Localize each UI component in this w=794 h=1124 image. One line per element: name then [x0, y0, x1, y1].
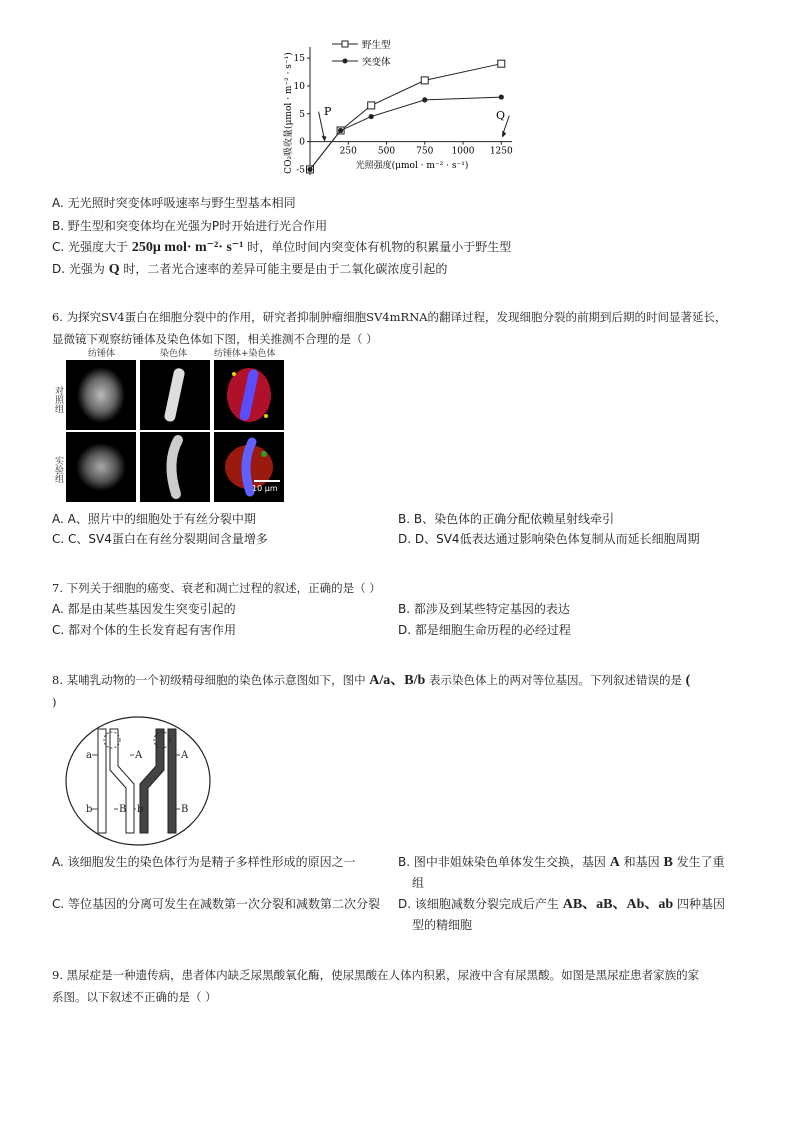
- q8-option-b-text2: 和基因: [623, 855, 660, 869]
- q8-stem-math: A/a、B/b: [369, 673, 426, 688]
- y-tick-label-4: -5: [296, 165, 305, 176]
- cell-outline: [66, 717, 210, 845]
- q5-option-d-text1: D. 光强为: [52, 262, 105, 276]
- legend-label-mutant: 突变体: [362, 57, 391, 68]
- legend-label-wild: 野生型: [362, 40, 391, 51]
- q5-option-d-text2: 时，二者光合速率的差异可能主要是由于二氧化碳浓度引起的: [123, 262, 448, 276]
- q8-stem-paren-close: ): [52, 695, 57, 709]
- experiment-chromosome-image: [140, 432, 210, 502]
- gene-label-B-mid: B: [119, 804, 127, 815]
- x-tick-label-3: 1000: [451, 146, 475, 157]
- q6-option-c[interactable]: C. C、SV4蛋白在有丝分裂期间含量增多: [52, 532, 268, 546]
- q6-option-a[interactable]: A. A、照片中的细胞处于有丝分裂中期: [52, 512, 256, 526]
- q7-option-d[interactable]: D. 都是细胞生命历程的必经过程: [398, 623, 571, 637]
- q6-option-b[interactable]: B. B、染色体的正确分配依赖星射线牵引: [398, 512, 615, 526]
- q8-option-d-text2: 四种基因: [677, 897, 726, 911]
- q8-option-d-line2: 型的精细胞: [412, 918, 473, 932]
- series-0-point-3: [421, 77, 428, 84]
- y-tick-label-1: 10: [293, 81, 305, 92]
- experiment-merge-image: [214, 432, 284, 502]
- arrowhead-p: [322, 136, 327, 142]
- q8-option-b[interactable]: [398, 853, 725, 872]
- legend-marker-mutant: [343, 59, 348, 64]
- q7-option-b[interactable]: B. 都涉及到某些特定基因的表达: [398, 602, 570, 616]
- series-line-1: [310, 97, 501, 169]
- q9-stem-line1: 9. 黑尿症是一种遗传病，患者体内缺乏尿黑酸氧化酶，使尿黑酸在人体内积累，尿液中含有尿黑酸。如图是黑尿症患者家族的家: [52, 968, 700, 982]
- q6-option-d[interactable]: D. D、SV4低表达通过影响染色体复制从而延长细胞周期: [398, 532, 700, 546]
- q8-stem-part1: 8. 某哺乳动物的一个初级精母细胞的染色体示意图如下，图中: [52, 673, 366, 687]
- col-label-chromosome: 染色体: [160, 349, 188, 359]
- x-axis-label: 光照强度(μmol · m⁻² · s⁻¹): [355, 161, 469, 171]
- control-merge-image: [214, 360, 284, 430]
- q8-option-b-text3: 发生了重: [676, 855, 725, 869]
- series-1-point-2: [369, 114, 374, 119]
- q8-option-d-text1: D. 该细胞减数分裂完成后产生: [398, 897, 559, 911]
- q8-stem: [52, 669, 690, 692]
- co2-light-chart: [270, 35, 530, 185]
- q8-option-b-text1: B. 图中非姐妹染色单体发生交换，基因: [398, 855, 606, 869]
- q7-option-a[interactable]: A. 都是由某些基因发生突变引起的: [52, 602, 236, 616]
- point-p-label: P: [324, 105, 332, 118]
- q8-option-d-math: AB、aB、Ab、ab: [562, 897, 674, 912]
- y-tick-label-3: 0: [299, 137, 305, 148]
- q6-stem-line2: 显微镜下观察纺锤体及染色体如下图，相关推测不合理的是（ ）: [52, 332, 378, 346]
- q5-option-a[interactable]: A. 无光照时突变体呼吸速率与野生型基本相同: [52, 196, 296, 210]
- experiment-spindle-image: [66, 432, 136, 502]
- q5-option-c-text1: C. 光强度大于: [52, 240, 129, 254]
- scale-bar: [254, 480, 280, 482]
- col-label-merge: 纺锤体+染色体: [214, 349, 276, 359]
- q8-option-b-math1: A: [609, 855, 620, 870]
- chart-marks: [307, 60, 510, 173]
- x-tick-label-4: 1250: [489, 146, 513, 157]
- q5-option-c-text2: 时，单位时间内突变体有机物的积累量小于野生型: [247, 240, 512, 254]
- control-spindle-image: [66, 360, 136, 430]
- row-label-experiment: 实验组: [53, 456, 63, 483]
- row-label-control: 对照组: [53, 386, 63, 413]
- q6-microscopy-figure: [52, 346, 292, 506]
- q8-chromosome-diagram: [64, 714, 212, 848]
- q8-option-c[interactable]: C. 等位基因的分离可发生在减数第一次分裂和减数第二次分裂: [52, 897, 381, 911]
- gene-label-a-left: a: [86, 750, 92, 761]
- q8-option-b-line2: 组: [412, 876, 425, 890]
- q7-stem: 7. 下列关于细胞的癌变、衰老和凋亡过程的叙述，正确的是（ ）: [52, 581, 381, 595]
- q6-stem-line1: 6. 为探究SV4蛋白在细胞分裂中的作用，研究者抑制肿瘤细胞SV4mRNA的翻译过程，发现细胞分裂的前期到后期的时间显著延长，: [52, 310, 727, 324]
- x-tick-label-1: 500: [377, 146, 396, 157]
- series-1-point-3: [422, 97, 427, 102]
- series-0-point-4: [498, 60, 505, 67]
- q5-option-d[interactable]: [52, 260, 447, 279]
- q5-option-d-math: Q: [108, 262, 120, 277]
- series-1-point-4: [499, 94, 504, 99]
- series-0-point-2: [368, 102, 375, 109]
- point-q-label: Q: [496, 109, 506, 122]
- q8-option-b-math2: B: [663, 855, 673, 870]
- q8-option-d[interactable]: [398, 895, 725, 914]
- series-1-point-1: [338, 128, 343, 133]
- gene-label-b-left: b: [86, 804, 93, 815]
- q5-option-c[interactable]: [52, 238, 511, 257]
- q7-option-c[interactable]: C. 都对个体的生长发育起有害作用: [52, 623, 237, 637]
- control-chromosome-image: [140, 360, 210, 430]
- q8-option-a[interactable]: A. 该细胞发生的染色体行为是精子多样性形成的原因之一: [52, 855, 356, 869]
- q5-option-b[interactable]: B. 野生型和突变体均在光强为P时开始进行光合作用: [52, 219, 328, 233]
- gene-label-B-right: B: [181, 804, 189, 815]
- q9-stem-line2: 系图。以下叙述不正确的是（ ）: [52, 990, 217, 1004]
- y-axis-label: CO₂吸收量(μmol · m⁻² · s⁻¹): [284, 52, 294, 174]
- y-tick-label-2: 5: [299, 109, 305, 120]
- chart-legend: [332, 39, 391, 68]
- q8-stem-paren-open: (: [685, 673, 691, 688]
- q5-option-c-math: 250μ mol· m⁻²· s⁻¹: [131, 240, 244, 255]
- series-1-point-0: [307, 167, 312, 172]
- gene-label-A-left: A: [135, 750, 143, 761]
- gene-label-b-mid: b: [137, 804, 144, 815]
- arrowhead-q: [502, 131, 506, 138]
- x-tick-label-2: 750: [416, 146, 434, 157]
- q8-stem-part2: 表示染色体上的两对等位基因。下列叙述错误的是: [428, 673, 682, 687]
- gene-label-A-right: A: [181, 750, 189, 761]
- col-label-spindle: 纺锤体: [88, 349, 116, 359]
- y-tick-label-0: 15: [293, 54, 305, 65]
- x-tick-label-0: 250: [339, 146, 357, 157]
- scale-bar-label: 10 μm: [252, 484, 278, 493]
